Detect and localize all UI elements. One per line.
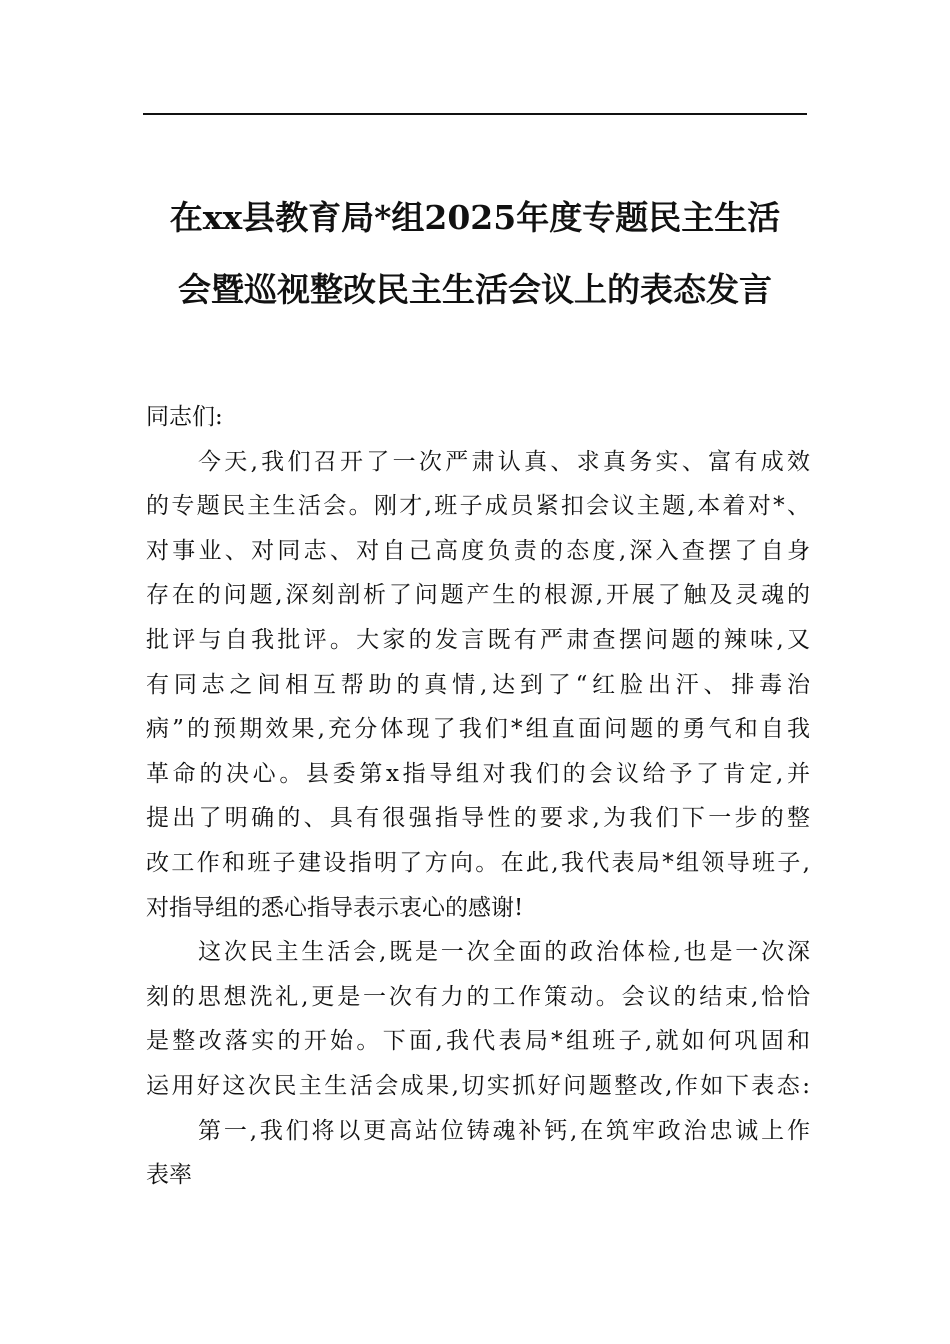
body-line: 提出了明确的、具有很强指导性的要求,为我们下一步的整 — [146, 805, 810, 832]
body-line: 表率 — [146, 1162, 192, 1189]
document-title-line-1: 在xx县教育局*组2025年度专题民主生活 — [169, 198, 781, 237]
body-line: 改工作和班子建设指明了方向。在此,我代表局*组领导班子, — [146, 849, 810, 876]
body-line: 是整改落实的开始。下面,我代表局*组班子,就如何巩固和 — [146, 1028, 810, 1055]
body-line: 革命的决心。县委第x指导组对我们的会议给予了肯定,并 — [146, 760, 810, 787]
body-line: 这次民主生活会,既是一次全面的政治体检,也是一次深 — [198, 939, 810, 966]
body-line: 有同志之间相互帮助的真情,达到了“红脸出汗、排毒治 — [146, 671, 810, 698]
body-line: 批评与自我批评。大家的发言既有严肃查摆问题的辣味,又 — [146, 626, 810, 653]
body-line: 存在的问题,深刻剖析了问题产生的根源,开展了触及灵魂的 — [146, 582, 810, 609]
header-rule — [143, 113, 807, 115]
body-line: 同志们: — [146, 404, 223, 430]
body-line: 对事业、对同志、对自己高度负责的态度,深入查摆了自身 — [146, 537, 810, 564]
body-line: 运用好这次民主生活会成果,切实抓好问题整改,作如下表态: — [146, 1072, 810, 1099]
body-line: 今天,我们召开了一次严肃认真、求真务实、富有成效 — [198, 448, 810, 475]
body-line: 第一,我们将以更高站位铸魂补钙,在筑牢政治忠诚上作 — [198, 1117, 810, 1144]
body-line: 刻的思想洗礼,更是一次有力的工作策动。会议的结束,恰恰 — [146, 983, 810, 1010]
body-line: 对指导组的悉心指导表示衷心的感谢! — [146, 894, 524, 921]
document-title-line-2: 会暨巡视整改民主生活会议上的表态发言 — [178, 270, 772, 309]
body-line: 病”的预期效果,充分体现了我们*组直面问题的勇气和自我 — [146, 716, 810, 743]
body-line: 的专题民主生活会。刚才,班子成员紧扣会议主题,本着对*、 — [146, 493, 810, 520]
document-body — [146, 395, 810, 1198]
